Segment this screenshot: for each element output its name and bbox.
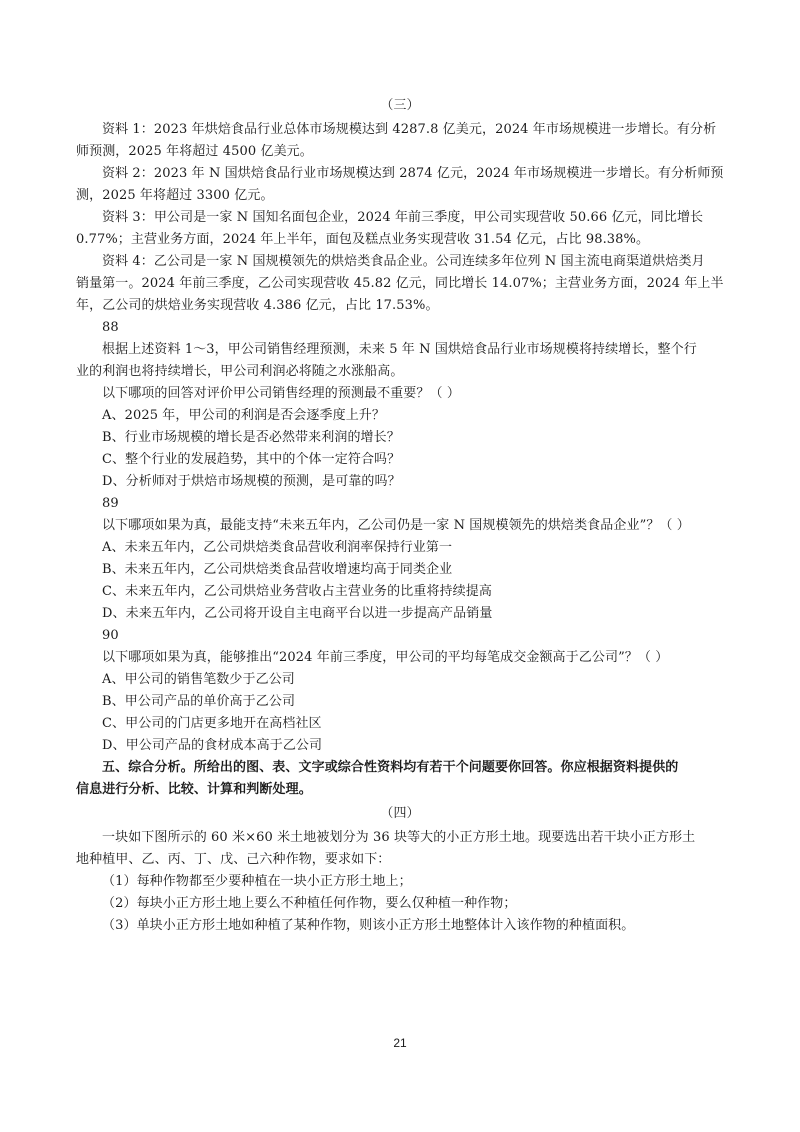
- page-number: 21: [393, 1036, 407, 1050]
- section-4-rule-3: （3）单块小正方形土地如种植了某种作物，则该小正方形土地整体计入该作物的种植面积。: [102, 918, 635, 933]
- question-88-number: 88: [102, 320, 119, 335]
- question-88-option-b[interactable]: B、行业市场规模的增长是否必然带来利润的增长？: [102, 430, 400, 445]
- question-88-stem-line-2: 业的利润也将持续增长，甲公司利润必将随之水涨船高。: [76, 364, 404, 379]
- part-5-title-line-2: 信息进行分析、比较、计算和判断处理。: [76, 782, 312, 797]
- material-1-line-1: 资料 1：2023 年烘焙食品行业总体市场规模达到 4287.8 亿美元，2024 年市场规模进一步增长。有分析: [102, 122, 717, 137]
- material-2-line-1: 资料 2：2023 年 N 国烘焙食品行业市场规模达到 2874 亿元，2024 年市场规模进一步增长。有分析师预: [102, 166, 724, 181]
- question-90-option-b[interactable]: B、甲公司产品的单价高于乙公司: [102, 694, 296, 709]
- material-4-line-3: 年，乙公司的烘焙业务实现营收 4.386 亿元，占比 17.53%。: [76, 298, 439, 313]
- question-89-option-b[interactable]: B、未来五年内，乙公司烘焙类食品营收增速均高于同类企业: [102, 562, 453, 577]
- question-90-option-d[interactable]: D、甲公司产品的食材成本高于乙公司: [102, 738, 323, 753]
- question-88-stem-line-1: 根据上述资料 1～3，甲公司销售经理预测，未来 5 年 N 国烘焙食品行业市场规模将持续增长，整个行: [102, 342, 697, 357]
- material-1-line-2: 师预测，2025 年将超过 4500 亿美元。: [76, 144, 313, 159]
- question-89-option-a[interactable]: A、未来五年内，乙公司烘焙类食品营收利润率保持行业第一: [102, 540, 453, 555]
- material-4-line-1: 资料 4：乙公司是一家 N 国规模领先的烘焙类食品企业。公司连续多年位列 N 国主流电商渠道烘焙类月: [102, 254, 705, 269]
- question-90-option-a[interactable]: A、甲公司的销售笔数少于乙公司: [102, 672, 295, 687]
- question-89-prompt: 以下哪项如果为真，最能支持“未来五年内，乙公司仍是一家 N 国规模领先的烘焙类食品企业”？（ ）: [102, 518, 690, 533]
- question-89-option-d[interactable]: D、未来五年内，乙公司将开设自主电商平台以进一步提高产品销量: [102, 606, 493, 621]
- section-heading-4: （四）: [380, 806, 420, 821]
- question-90-option-c[interactable]: C、甲公司的门店更多地开在高档社区: [102, 716, 322, 731]
- section-heading-3: （三）: [380, 98, 420, 113]
- section-4-intro-line-2: 地种植甲、乙、丙、丁、戊、己六种作物，要求如下：: [76, 852, 391, 867]
- question-88-option-d[interactable]: D、分析师对于烘焙市场规模的预测，是可靠的吗？: [102, 474, 401, 489]
- question-89-option-c[interactable]: C、未来五年内，乙公司烘焙业务营收占主营业务的比重将持续提高: [102, 584, 492, 599]
- part-5-title-line-1: 五、综合分析。所给出的图、表、文字或综合性资料均有若干个问题要你回答。你应根据资料提供的: [102, 760, 679, 775]
- question-90-prompt: 以下哪项如果为真，能够推出“2024 年前三季度，甲公司的平均每笔成交金额高于乙公司”？（ ）: [102, 650, 669, 665]
- question-90-number: 90: [102, 628, 119, 643]
- question-88-prompt: 以下哪项的回答对评价甲公司销售经理的预测最不重要？（ ）: [102, 386, 460, 401]
- question-89-number: 89: [102, 496, 119, 511]
- material-3-line-1: 资料 3：甲公司是一家 N 国知名面包企业，2024 年前三季度，甲公司实现营收 50.66 亿元，同比增长: [102, 210, 704, 225]
- material-4-line-2: 销量第一。2024 年前三季度，乙公司实现营收 45.82 亿元，同比增长 14.07%；主营业务方面，2024 年上半: [76, 276, 724, 291]
- section-4-intro-line-1: 一块如下图所示的 60 米×60 米土地被划分为 36 块等大的小正方形土地。现要选出若干块小正方形土: [102, 830, 696, 845]
- section-4-rule-1: （1）每种作物都至少要种植在一块小正方形土地上；: [102, 874, 412, 889]
- material-3-line-2: 0.77%；主营业务方面，2024 年上半年，面包及糕点业务实现营收 31.54 亿元，占比 98.38%。: [76, 232, 650, 247]
- section-4-rule-2: （2）每块小正方形土地上要么不种植任何作物，要么仅种植一种作物；: [102, 896, 517, 911]
- question-88-option-c[interactable]: C、整个行业的发展趋势，其中的个体一定符合吗？: [102, 452, 401, 467]
- question-88-option-a[interactable]: A、2025 年，甲公司的利润是否会逐季度上升？: [102, 408, 386, 423]
- material-2-line-2: 测，2025 年将超过 3300 亿元。: [76, 188, 274, 203]
